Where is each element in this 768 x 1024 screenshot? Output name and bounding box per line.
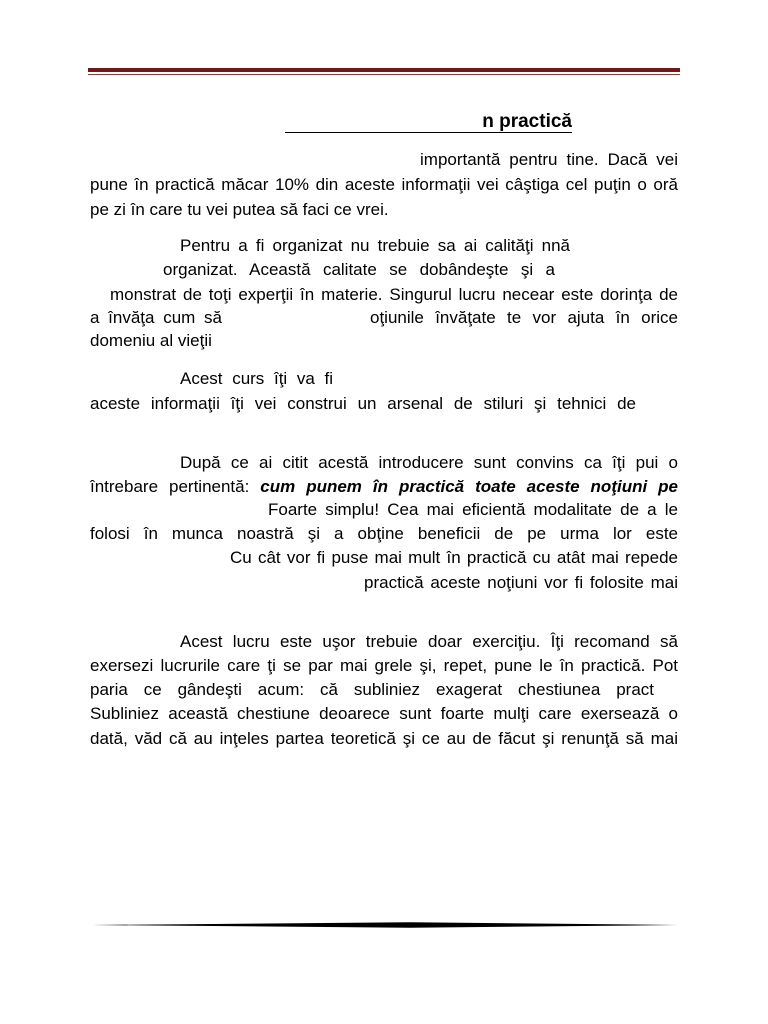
text-line: pune în practică măcar 10% din aceste informaţii vei câştiga cel puţin o oră: [90, 175, 678, 194]
header-rule-thin: [88, 74, 680, 75]
emphasis-text: cum punem în practică toate aceste noţiuni pe: [260, 477, 678, 496]
text-line: Subliniez această chestiune deoarece sunt foarte mulţi care exersează o: [90, 704, 678, 723]
text-segment: întrebare pertinentă:: [90, 477, 250, 496]
text-line: Cu cât vor fi puse mai mult în practică cu atât mai repede: [230, 548, 678, 567]
text-line: oţiunile învăţate te vor ajuta în orice: [370, 308, 678, 327]
text-line: organizat. Această calitate se dobândeşte şi a: [163, 260, 555, 279]
text-line: aceste informaţii îţi vei construi un arsenal de stiluri şi tehnici de: [90, 394, 636, 413]
text-line: a învăţa cum să: [90, 308, 222, 327]
text-line: importantă pentru tine. Dacă vei: [420, 150, 678, 169]
text-line: pe zi în care tu vei putea să faci ce vrei.: [90, 200, 389, 219]
text-line: Pentru a fi organizat nu trebuie sa ai calităţi nnă: [180, 236, 570, 255]
text-line: Acest curs îţi va fi: [180, 369, 333, 388]
text-line: domeniu al vieţii: [90, 331, 212, 350]
text-line: După ce ai citit acestă introducere sunt convins ca îţi pui o: [180, 453, 678, 472]
section-heading: n practică: [285, 112, 572, 133]
text-line: [90, 477, 678, 497]
text-line: dată, văd că au inţeles partea teoretică şi ce au de făcut şi renunţă să mai: [90, 729, 678, 748]
text-line: Foarte simplu! Cea mai eficientă modalitate de a le: [268, 500, 678, 519]
footer-rule: [0, 915, 768, 935]
text-line: exersezi lucrurile care ţi se par mai grele şi, repet, pune le în practică. Pot: [90, 656, 678, 675]
text-line: Acest lucru este uşor trebuie doar exerciţiu. Îţi recomand să: [180, 632, 678, 651]
text-line: paria ce gândeşti acum: că subliniez exagerat chestiunea pract: [90, 680, 654, 699]
text-line: practică aceste noţiuni vor fi folosite mai: [364, 573, 678, 592]
text-line: folosi în munca noastră şi a obţine beneficii de pe urma lor este: [90, 524, 678, 543]
header-rule: [88, 68, 680, 72]
text-line: monstrat de toţi experţii în materie. Singurul lucru necear este dorinţa de: [110, 285, 678, 304]
